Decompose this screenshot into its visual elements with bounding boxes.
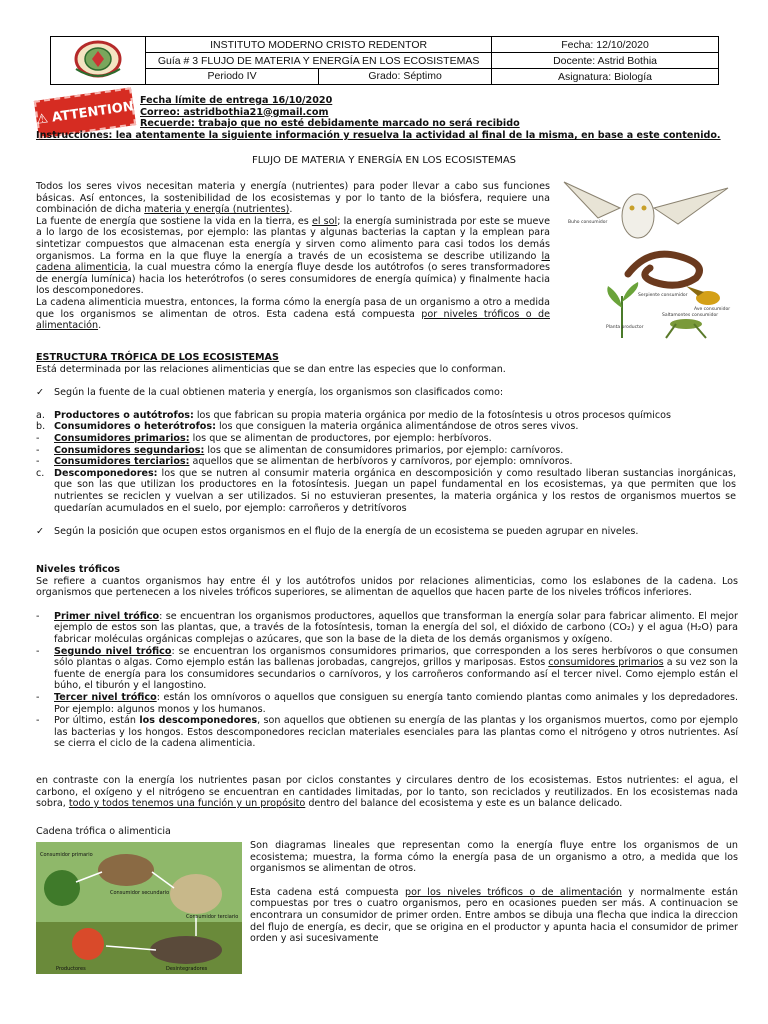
chain-heading: Cadena trófica o alimenticia (36, 826, 171, 837)
snake-icon (628, 254, 699, 285)
page-title: FLUJO DE MATERIA Y ENERGÍA EN LOS ECOSISTEMAS (251, 155, 517, 166)
header-date: Fecha: 12/10/2020 (492, 37, 719, 53)
label-secondary: Consumidor secundario (110, 890, 170, 896)
teacher-name: Docente: Astrid Bothia (492, 53, 719, 69)
structure-section (36, 352, 736, 538)
grasshopper-label: Saltamontes consumidor (662, 313, 719, 318)
food-chain-illustration (558, 178, 736, 346)
list-item: - Tercer nivel trófico: están los omnívoros o aquellos que consiguen su energía tanto comiendo plantas como animales y los depredadores. Por ejemplo: algunos monos y los humanos. (36, 691, 739, 715)
header-table (50, 36, 719, 85)
intro-text: Todos los seres vivos necesitan materia y energía (nutrientes) para poder llevar a cabo sus funciones básicas. Así entonces, la sostenibilidad de los ecosistemas y por lo tanto de la biósfera, requiere una combinación de dicha materia y energía (nutrientes). La fuente de energía que sostiene la vida en la tierra, es el sol; la energía suministrada por este se mueve a lo largo de los ecosistemas, por ejemplo: las plantas y algunas bacterias la captan y la emplean para sintetizar compuestos que almacenan esta energía y sirven como alimento para casi todos los demás organismos. La forma en la que fluye la energía a través de un ecosistema se describe utilizando la cadena alimenticia, la cual muestra cómo la energía fluye desde los autótrofos (o seres transformadores de energía lumínica) hacia los heterótrofos (o seres consumidores de energía química) y finalmente hacia los descomponedores. La cadena alimenticia muestra, entonces, la forma cómo la energía pasa de un organismo a otro a medida que los organismos se alimentan de otros. Esta cadena está compuesta por niveles tróficos o de alimentación. (36, 181, 550, 332)
deadline: Fecha límite de entrega 16/10/2020 (140, 95, 333, 106)
grasshopper-icon (666, 319, 706, 338)
checkmark-icon: ✓ (36, 526, 45, 538)
school-crest-icon (70, 39, 126, 79)
levels-desc: Se refiere a cuantos organismos hay entre él y los autótrofos unidos por relaciones alimenticias, como los eslabones de la cadena. Los organismos que pertenecen a los niveles tróficos superiores, se alimentan de aquellos que hacen parte de los niveles tróficos inferiores. (36, 575, 738, 599)
food-chain-photo (36, 842, 242, 974)
chain-text: Son diagramas lineales que representan como la energía fluye entre los organismos de un ecosistema; muestra, la forma cómo la energía pasa de un organismo a otro, a medida que los organismos se alimentan de otros. Esta cadena está compuesta por los niveles tróficos o de alimentación y normalmente están compuestas por tres o cuatro organismos, pero en ocasiones pueden ser más. A continuacion se encontrara un consumidor de primer orden. Entre ambos se dibuja una flecha que indica la direccion del flujo de energía, es decir, que se origina en el productor y apunta hacia el consumidor de primer orden y asi sucesivamente (250, 840, 739, 945)
subject: Asignatura: Biología (492, 69, 719, 85)
email: Correo: astridbothia21@gmail.com (140, 106, 329, 118)
list-item: - Consumidores primarios: los que se alimentan de productores, por ejemplo: herbívoros. (36, 432, 492, 444)
decomposer-icon (150, 936, 222, 964)
plant-label: Planta productor (606, 325, 644, 330)
squirrel-icon (98, 854, 154, 886)
list-item: - Segundo nivel trófico: se encuentran los organismos consumidores primarios, que corresponden a los seres herbívoros o que consumen sólo plantas o algas. Como ejemplo están las ballenas jorobadas, cangrejos, grillos y mariposas. Estos consumidores primarios a su vez son la fuente de energía para los consumidores secundarios o carnívoros, y los carroñeros conformando así el tercer nivel. Como ejemplo están el búho, el tiburón y el langostino. (36, 645, 739, 692)
list-item: - Consumidores segundarios: los que se alimentan de consumidores primarios, por ejemplo: carnívoros. (36, 444, 564, 456)
fox-icon (170, 874, 222, 914)
label-tertiary: Consumidor terciario (186, 914, 239, 920)
fruit-icon (72, 928, 104, 960)
classification-list (36, 410, 736, 514)
structure-heading: ESTRUCTURA TRÓFICA DE LOS ECOSISTEMAS (36, 352, 279, 363)
list-item: b. Consumidores o heterótrofos: los que consiguen la materia orgánica alimentándose de otros seres vivos. (36, 421, 579, 433)
snake-label: Serpiente consumidor (638, 293, 688, 298)
bird-label: Ave consumidor (694, 307, 731, 312)
list-item: a. Productores o autótrofos: los que fabrican su propia materia orgánica por medio de la fotosíntesis u otros procesos químicos (36, 409, 672, 421)
label-producers: Productores (56, 966, 86, 972)
owl-icon (564, 182, 728, 238)
list-item: - Por último, están los descomponedores, son aquellos que obtienen su energía de las plantas y los organismos muertos, como por ejemplo las bacterias y los hongos. Estos descomponedores reciclan materiales esenciales para las plantas como el nitrógeno y otros nutrientes. Así se cierra el ciclo de la cadena alimenticia. (36, 715, 738, 750)
notice-block (140, 95, 720, 130)
check-item-2: ✓ Según la posición que ocupen estos organismos en el flujo de la energía de un ecosistema se pueden agrupar en niveles. (36, 526, 639, 538)
owl-label: Buho consumidor (568, 220, 608, 225)
contrast-paragraph: en contraste con la energía los nutrientes pasan por ciclos constantes y circulares dentro de los ecosistemas. Estos nutrientes: el agua, el carbono, el oxígeno y el nitrógeno se encuentran en cantidades limitadas, por lo tanto, son reciclados y reutilizados. En los ecosistemas nada sobra, todo y todos tenemos una función y un propósito dentro del balance del ecosistema y este es un balance delicado. (36, 775, 738, 810)
structure-desc: Está determinada por las relaciones alimenticias que se dan entre las especies que lo conforman. (36, 363, 506, 375)
checkmark-icon: ✓ (36, 387, 45, 399)
list-item: - Primer nivel trófico: se encuentran los organismos productores, aquellos que transforman la energía solar para fabricar alimento. El mejor ejemplo de estos son las plantas, que, a través de la fotosíntesis, toman la energía del sol, el dióxido de carbono (CO₂) y el agua (H₂O) para fabricar moléculas orgánicas complejas o azúcares, que son la base de la dieta de los demás organismos y oxígeno. (36, 610, 738, 645)
grade: Grado: Séptimo (368, 70, 442, 82)
list-item: - Consumidores terciarios: aquellos que se alimentan de herbívoros y carnívoros, por ejemplo: omnívoros. (36, 456, 573, 468)
list-item: c. Descomponedores: los que se nutren al consumir materia orgánica en descomposición y como resultado liberan sustancias inorgánicas, que son las que utilizan los productores en la fotosíntesis. Juegan un papel fundamental en los ecosistemas, ya que permiten que los nutrientes se reciclen y vuelvan a ser utilizados. Si no estuvieran presentes, la materia orgánica y los restos de organismos muertos se quedarían acumulados en el suelo, por ejemplo: carroñeros y detritívoros (36, 467, 736, 514)
levels-heading: Niveles tróficos (36, 564, 120, 575)
attention-badge: ⚠ ATTENTION (34, 87, 136, 138)
label-primary: Consumidor primario (40, 852, 93, 858)
levels-section (36, 564, 738, 750)
reminder: Recuerde: trabajo que no esté debidamente marcado no será recibido (140, 118, 520, 130)
institute-name: INSTITUTO MODERNO CRISTO REDENTOR (146, 37, 492, 53)
bird-icon (686, 286, 720, 305)
label-decomposers: Desintegradores (166, 966, 208, 972)
plant-icon (44, 870, 80, 906)
period: Periodo IV (146, 69, 319, 84)
check-item-1: ✓ Según la fuente de la cual obtienen materia y energía, los organismos son clasificados como: (36, 387, 504, 399)
guide-title: Guía # 3 FLUJO DE MATERIA Y ENERGÍA EN LOS ECOSISTEMAS (146, 53, 492, 69)
instructions: Instrucciones: lea atentamente la siguiente información y resuelva la actividad al final de la misma, en base a este contenido. (36, 130, 721, 141)
warning-icon: ⚠ (35, 110, 50, 128)
school-logo-cell (51, 37, 146, 85)
